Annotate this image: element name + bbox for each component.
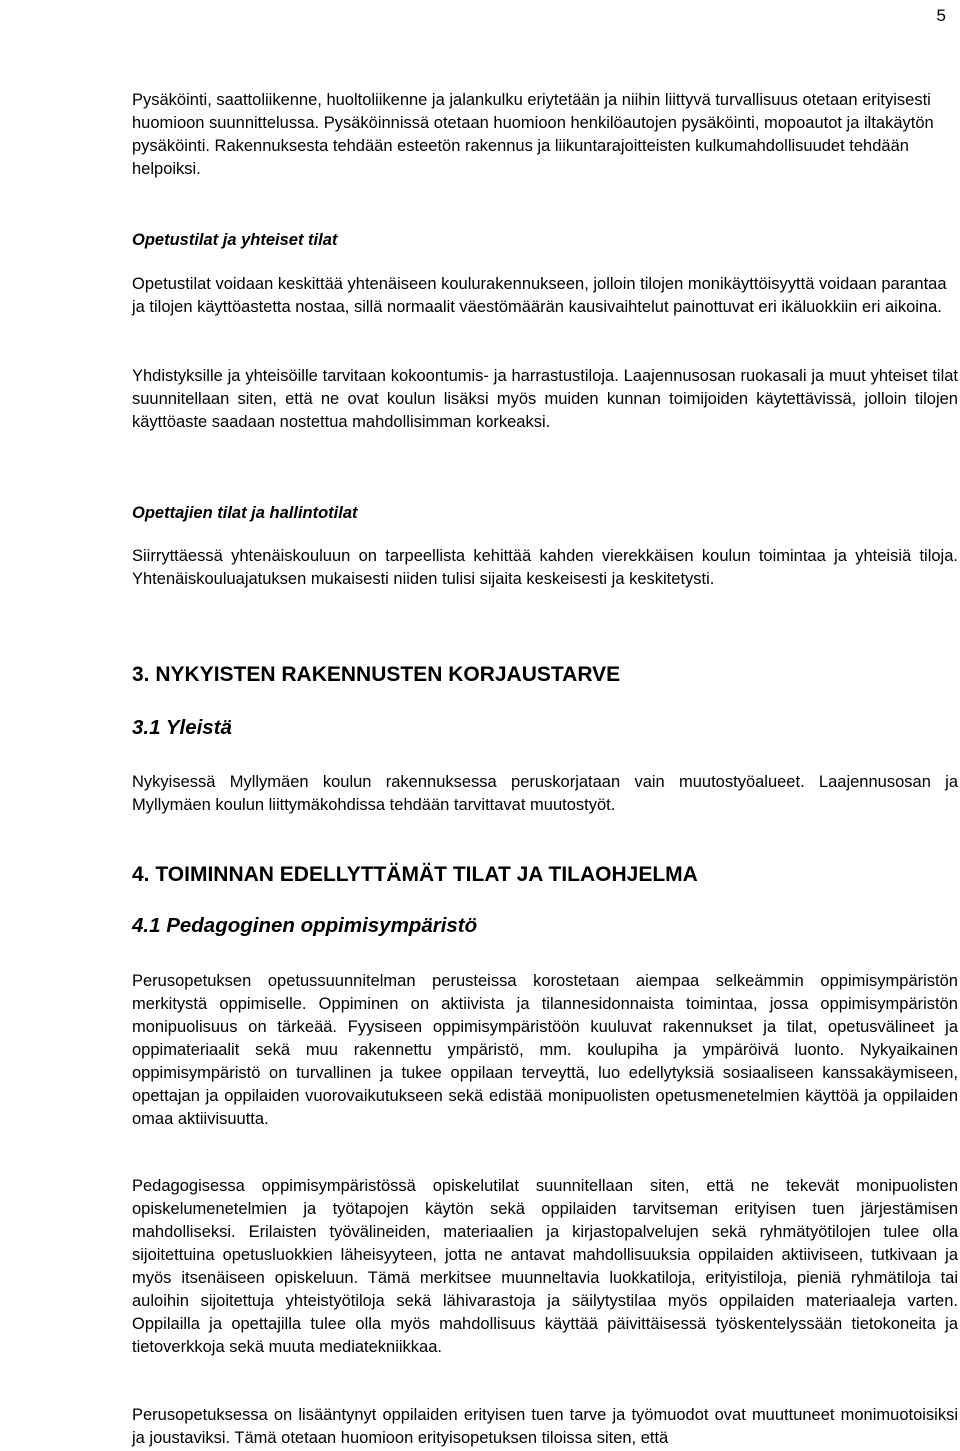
chapter-4-heading: 4. TOIMINNAN EDELLYTTÄMÄT TILAT JA TILAOHJELMA — [132, 863, 698, 886]
chapter-3-1-heading: 3.1 Yleistä — [132, 716, 232, 739]
chapter-4-subheading-block — [132, 913, 958, 939]
intro-paragraph: Pysäköinti, saattoliikenne, huoltoliikenne ja jalankulku eriytetään ja niihin liittyvä turvallisuus otetaan erityisesti huomioon suunnittelussa. Pysäköinnissä otetaan huomioon henkilöautojen pysäköinti, mopoautot ja iltakäytön pysäköinti. Rakennuksesta tehdään esteetön rakennus ja liikuntarajoitteisten kulkumahdollisuudet tehdään helpoiksi. — [132, 91, 934, 178]
chapter-3-1-paragraph: Nykyisessä Myllymäen koulun rakennuksessa peruskorjataan vain muutostyöalueet. Laajennusosan ja Myllymäen koulun liittymäkohdissa tehdään tarvittavat muutostyöt. — [132, 773, 958, 814]
chapter-4-paragraph-3-block — [132, 1404, 958, 1450]
admin-spaces-paragraph-block — [132, 545, 958, 591]
chapter-4-paragraph-1-block — [132, 970, 958, 1131]
chapter-4-1-paragraph-1: Perusopetuksen opetussuunnitelman perusteissa korostetaan aiempaa selkeämmin oppimisympäristön merkitystä oppimiselle. Oppiminen on aktiivista ja tilannesidonnaista toimintaa, jossa oppimisympäristön monipuolisuus on tärkeää. Fyysiseen oppimisympäristöön kuuluvat rakennukset ja tilat, opetusvälineet ja oppimateriaalit sekä muu rakennettu ympäristö, mm. koulupiha ja ympäröivä luonto. Nykyaikainen oppimisympäristö on turvallinen ja tukee oppilaan terveyttä, luo edellytyksiä sosiaaliseen kanssakäymiseen, opettajan ja oppilaiden vuorovaikutukseen sekä edistää monipuolisten opetusmenetelmien käyttöä ja oppilaiden omaa aktiivisuutta. — [132, 972, 958, 1128]
admin-spaces-paragraph: Siirryttäessä yhtenäiskouluun on tarpeellista kehittää kahden vierekkäisen koulun toimintaa ja yhteisiä tiloja. Yhtenäiskouluajatuksen mukaisesti niiden tulisi sijaita keskeisesti ja keskitetysti. — [132, 547, 958, 588]
admin-spaces-heading: Opettajien tilat ja hallintotilat — [132, 504, 358, 522]
teaching-spaces-paragraph-2-block — [132, 365, 958, 434]
teaching-spaces-heading: Opetustilat ja yhteiset tilat — [132, 231, 338, 249]
teaching-spaces-paragraph-1-block — [132, 273, 958, 319]
teaching-spaces-paragraph-2: Yhdistyksille ja yhteisöille tarvitaan kokoontumis- ja harrastustiloja. Laajennusosan ruokasali ja muut yhteiset tilat suunnitellaan siten, että ne ovat koulun lisäksi myös muiden kunnan toimijoiden käytettävissä, jolloin tilojen käyttöaste saadaan nostettua mahdollisimman korkeaksi. — [132, 367, 958, 431]
chapter-3-subheading-block — [132, 715, 958, 741]
intro-section — [132, 89, 958, 181]
teaching-spaces-paragraph-1: Opetustilat voidaan keskittää yhtenäiseen koulurakennukseen, jolloin tilojen monikäyttöisyyttä voidaan parantaa ja tilojen käyttöastetta nostaa, sillä normaalit väestömäärän kausivaihtelut painottuvat eri ikäluokkiin eri aikoina. — [132, 275, 947, 316]
chapter-3-heading: 3. NYKYISTEN RAKENNUSTEN KORJAUSTARVE — [132, 663, 621, 686]
chapter-3-paragraph-block — [132, 771, 958, 817]
teaching-spaces-section — [132, 229, 958, 252]
chapter-4-1-paragraph-3: Perusopetuksessa on lisääntynyt oppilaiden erityisen tuen tarve ja työmuodot ovat muuttuneet monimuotoisiksi ja joustaviksi. Tämä otetaan huomioon erityisopetuksen tiloissa siten, että — [132, 1406, 958, 1447]
chapter-4-1-paragraph-2: Pedagogisessa oppimisympäristössä opiskelutilat suunnitellaan siten, että ne tekevät monipuolisten opiskelumenetelmien ja työtapojen käytön sekä oppilaiden tarvitseman erityisen tuen järjestämisen mahdolliseksi. Erilaisten työvälineiden, materiaalien ja kirjastopalvelujen sekä ryhmätyötilojen tulee olla sijoitettuina opetusluokkien läheisyyteen, jotta ne antavat mahdollisuuksia oppilaiden aktiiviseen, tutkivaan ja myös itsenäiseen opiskeluun. Tämä merkitsee muunneltavia luokkatiloja, erityistiloja, pieniä ryhmätiloja tai auloihin sijoitettuja yhteistyötiloja sekä lähivarastoja ja säilytystilaa myös oppilaiden materiaaleja varten. Oppilailla ja opettajilla tulee olla myös mahdollisuus käyttää päivittäisessä työskentelyssään tietokoneita ja tietoverkkoja sekä muuta mediatekniikkaa. — [132, 1177, 958, 1356]
admin-spaces-section — [132, 502, 958, 525]
page-number: 5 — [936, 6, 946, 25]
chapter-4-1-heading: 4.1 Pedagoginen oppimisympäristö — [132, 914, 478, 937]
chapter-4-paragraph-2-block — [132, 1175, 958, 1359]
